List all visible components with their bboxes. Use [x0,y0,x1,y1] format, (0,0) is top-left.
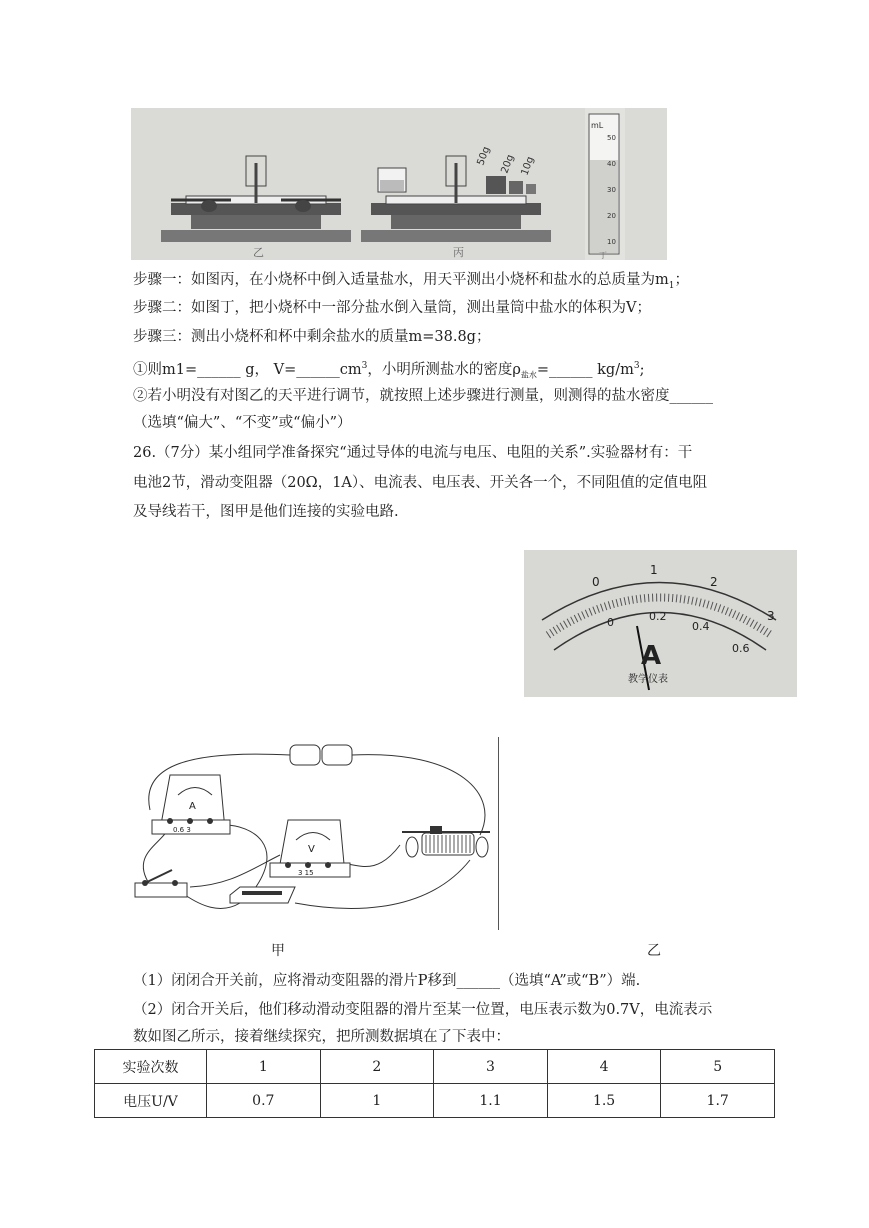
table-cell: 1 [320,1084,434,1118]
label-yi-balance: 乙 [253,246,264,259]
upper-scale-3: 3 [767,609,775,623]
resistor-icon [230,887,295,903]
step-three: 步骤三：测出小烧杯和杯中剩余盐水的质量m=38.8g； [133,329,491,345]
data-table [94,1049,775,1118]
table-cell: 4 [547,1050,661,1084]
weight-label-1: 50g [475,145,493,168]
label-yi: 乙 [647,943,661,959]
cylinder-tick-30: 30 [607,186,616,194]
switch-icon [135,870,187,897]
cylinder-tick-10: 10 [607,238,616,246]
table-cell: 1 [207,1050,321,1084]
step-one: 步骤一：如图丙，在小烧杯中倒入适量盐水，用天平测出小烧杯和盐水的总质量为$m_1$； [133,272,689,291]
wire [352,755,485,835]
table-row [95,1050,775,1084]
problem-26-line-1: 26.（7分）某小组同学准备探究“通过导体的电流与电压、电阻的关系”.实验器材有：干 [133,445,693,461]
table-cell: 1.1 [434,1084,548,1118]
figure-divider [498,737,499,930]
upper-scale-2: 2 [710,575,718,589]
question-1: ①则m1=______ g， $V=\_\_\_\_\_\_cm^3$，小明所测盐水的密度$\rho_{盐水}=\_\_\_\_\_\_$ $kg/m^3$; [133,361,645,380]
sub-question-2-line-1: （2）闭合开关后，他们移动滑动变阻器的滑片至某一位置，电压表示数为0.7V，电流表示 [133,1002,713,1018]
circuit-diagram [130,735,510,935]
voltmeter-icon [270,820,350,877]
sub-question-1: （1）闭闭合开关前，应将滑动变阻器的滑片P移到______（选填“A”或“B”）端. [133,973,641,989]
wire [225,825,267,895]
weight-label-3: 10g [519,155,537,178]
table-cell: 2 [320,1050,434,1084]
cylinder-unit: mL [591,121,604,130]
question-2-options: （选填“偏大”、“不变”或“偏小”） [133,415,352,431]
problem-26-line-3: 及导线若干，图甲是他们连接的实验电路. [133,504,399,520]
balance-yi [161,156,351,242]
weight-label-2: 20g [499,153,517,176]
upper-scale-1: 1 [650,563,658,577]
wire [190,855,280,887]
label-bing-balance: 丙 [453,246,464,259]
ammeter-terminal-labels: 0.6 3 [173,826,191,834]
ammeter-photo [524,550,797,697]
ammeter-caption: 教学仪表 [628,674,668,685]
ammeter-symbol: A [641,641,662,671]
voltmeter-terminal-labels: 3 15 [298,869,314,877]
table-cell: 1.7 [661,1084,775,1118]
label-ding-cylinder: 丁 [599,251,607,260]
battery-icon [290,745,352,765]
lower-scale-06: 0.6 [732,642,750,655]
table-cell: 0.7 [207,1084,321,1118]
table-cell: 3 [434,1050,548,1084]
ammeter-icon [152,775,230,834]
lower-scale-0: 0 [607,616,614,629]
table-row-header: 电压U/V [95,1084,207,1118]
step-two: 步骤二：如图丁，把小烧杯中一部分盐水倒入量筒，测出量筒中盐水的体积为V； [133,300,651,316]
voltmeter-circuit-symbol: V [308,844,315,855]
ammeter-circuit-symbol: A [189,801,196,812]
lower-scale-02: 0.2 [649,610,667,623]
table-cell: 1.5 [547,1084,661,1118]
upper-scale-0: 0 [592,575,600,589]
table-row-header: 实验次数 [95,1050,207,1084]
cylinder-tick-20: 20 [607,212,616,220]
problem-26-line-2: 电池2节，滑动变阻器（20Ω，1A）、电流表、电压表、开关各一个，不同阻值的定值电阻 [133,475,708,491]
table-cell: 5 [661,1050,775,1084]
weight-icon [486,176,506,194]
cylinder-tick-50: 50 [607,134,616,142]
lower-scale-04: 0.4 [692,620,710,633]
cylinder-tick-40: 40 [607,160,616,168]
cylinder-photo [585,108,625,260]
rheostat-icon [402,826,490,857]
sub-question-2-line-2: 数如图乙所示，接着继续探究，把所测数据填在了下表中： [133,1029,510,1045]
label-jia: 甲 [271,943,285,959]
table-row [95,1084,775,1118]
question-2: ②若小明没有对图乙的天平进行调节，就按照上述步骤进行测量，则测得的盐水密度______ [133,388,713,404]
